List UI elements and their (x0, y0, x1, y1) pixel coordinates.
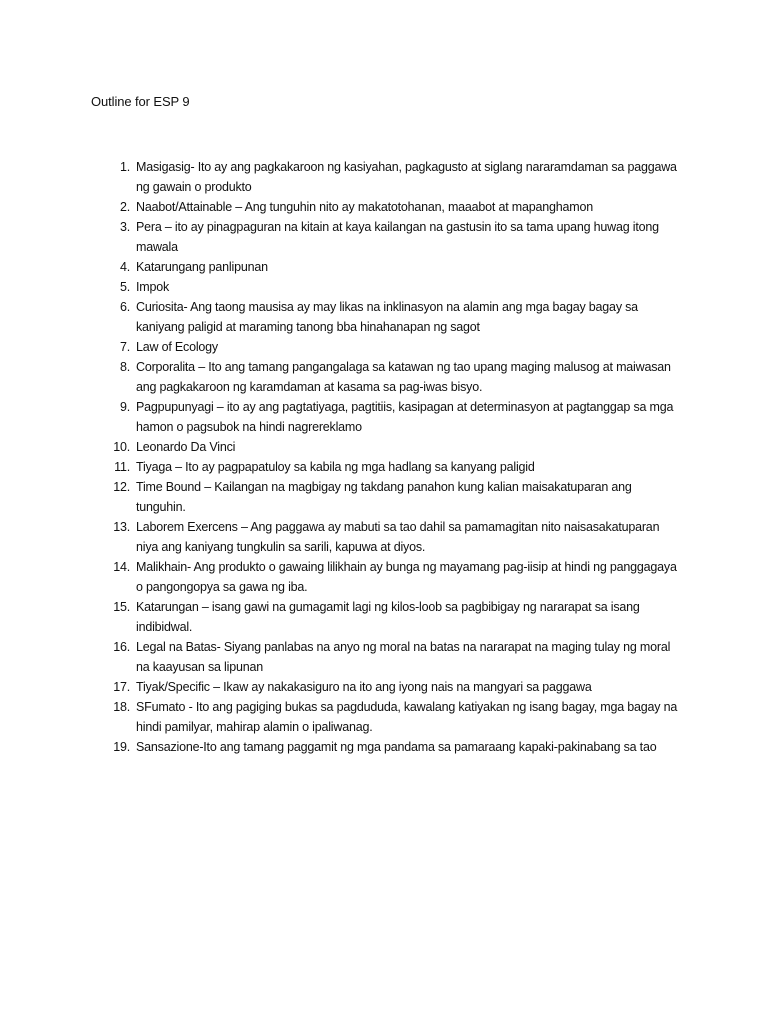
item-text: Pagpupunyagi – ito ay ang pagtatiyaga, pagtitiis, kasipagan at determinasyon at pagtanggap sa mga hamon o pagsubok na hindi nagrereklamo (136, 400, 674, 434)
list-item (0, 217, 681, 257)
list-item (0, 637, 681, 677)
item-number: 15. (113, 600, 130, 614)
item-text: Law of Ecology (136, 340, 218, 354)
item-number: 16. (113, 640, 130, 654)
list-item (0, 677, 681, 697)
item-text: SFumato - Ito ang pagiging bukas sa pagdududa, kawalang katiyakan ng isang bagay, mga bagay na hindi pamilyar, mahirap alamin o ipaliwanag. (136, 700, 678, 734)
item-number: 11. (114, 460, 130, 474)
item-number: 18. (113, 700, 130, 714)
list-item (0, 357, 681, 397)
list-item (0, 697, 681, 737)
list-item (0, 397, 681, 437)
list-item (0, 297, 681, 337)
item-text: Tiyaga – Ito ay pagpapatuloy sa kabila ng mga hadlang sa kanyang paligid (136, 460, 535, 474)
list-item (0, 557, 681, 597)
item-number: 8. (119, 360, 130, 374)
item-text: Tiyak/Specific – Ikaw ay nakakasiguro na ito ang iyong nais na mangyari sa paggawa (136, 680, 592, 694)
list-item (0, 437, 681, 457)
list-item (0, 277, 681, 297)
item-number: 9. (119, 400, 130, 414)
item-number: 17. (113, 680, 130, 694)
list-item (0, 257, 681, 277)
list-item (0, 517, 681, 557)
list-item (0, 597, 681, 637)
item-number: 6. (119, 300, 130, 314)
item-text: Leonardo Da Vinci (136, 440, 236, 454)
list-item (0, 457, 681, 477)
item-number: 1. (119, 160, 130, 174)
list-item (0, 477, 681, 517)
list-item (0, 157, 681, 197)
item-number: 12. (113, 480, 130, 494)
item-text: Katarungan – isang gawi na gumagamit lagi ng kilos-loob sa pagbibigay ng nararapat sa isang indibidwal. (136, 600, 640, 634)
item-number: 2. (119, 200, 130, 214)
list-item (0, 197, 681, 217)
item-text: Naabot/Attainable – Ang tunguhin nito ay makatotohanan, maaabot at mapanghamon (136, 200, 593, 214)
item-text: Masigasig- Ito ay ang pagkakaroon ng kasiyahan, pagkagusto at siglang nararamdaman sa paggawa ng gawain o produkto (136, 160, 677, 194)
list-item (0, 737, 681, 757)
item-number: 7. (119, 340, 130, 354)
item-text: Pera – ito ay pinagpaguran na kitain at kaya kailangan na gastusin ito sa tama upang huwag itong mawala (136, 220, 659, 254)
list-item (0, 337, 681, 357)
item-text: Impok (136, 280, 170, 294)
item-number: 3. (119, 220, 130, 234)
item-text: Time Bound – Kailangan na magbigay ng takdang panahon kung kalian maisakatuparan ang tunguhin. (136, 480, 632, 514)
item-text: Corporalita – Ito ang tamang pangangalaga sa katawan ng tao upang maging malusog at maiwasan ang pagkakaroon ng karamdaman at kasama sa pag-iwas bisyo. (136, 360, 671, 394)
item-text: Laborem Exercens – Ang paggawa ay mabuti sa tao dahil sa pamamagitan nito naisasakatuparan niya ang kaniyang tungkulin sa sarili, kapuwa at diyos. (136, 520, 660, 554)
item-text: Curiosita- Ang taong mausisa ay may likas na inklinasyon na alamin ang mga bagay bagay sa kaniyang paligid at maraming tanong bba hinahanapan ng sagot (136, 300, 638, 334)
item-number: 10. (113, 440, 130, 454)
item-number: 13. (113, 520, 130, 534)
item-text: Katarungang panlipunan (136, 260, 268, 274)
item-number: 19. (113, 740, 130, 754)
item-number: 4. (119, 260, 130, 274)
item-text: Malikhain- Ang produkto o gawaing lilikhain ay bunga ng mayamang pag-iisip at hindi ng panggagaya o pangongopya sa gawa ng iba. (136, 560, 677, 594)
page-title: Outline for ESP 9 (91, 94, 190, 109)
numbered-outline-list (0, 157, 768, 757)
item-text: Legal na Batas- Siyang panlabas na anyo ng moral na batas na nararapat na maging tulay ng moral na kaayusan sa lipunan (136, 640, 671, 674)
item-number: 14. (113, 560, 130, 574)
item-number: 5. (119, 280, 130, 294)
item-text: Sansazione-Ito ang tamang paggamit ng mga pandama sa pamaraang kapaki-pakinabang sa tao (136, 740, 657, 754)
